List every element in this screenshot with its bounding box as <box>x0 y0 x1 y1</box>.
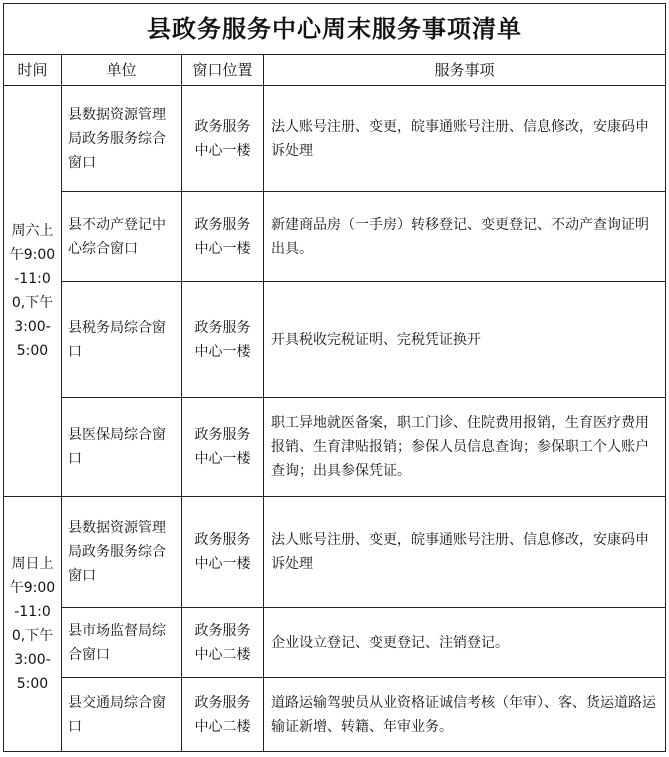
table-header-row <box>4 55 666 86</box>
table-row <box>4 398 666 497</box>
unit-cell: 县交通局综合窗口 <box>62 678 182 752</box>
sunday-time-cell: 周日上午9:00-11:00,下午3:00-5:00 <box>4 497 62 752</box>
unit-cell: 县数据资源管理局政务服务综合窗口 <box>62 497 182 608</box>
service-cell: 法人账号注册、变更，皖事通账号注册、信息修改，安康码申诉处理 <box>264 497 666 608</box>
service-list-table <box>3 3 666 752</box>
header-unit: 单位 <box>62 55 182 86</box>
service-cell: 新建商品房（一手房）转移登记、变更登记、不动产查询证明出具。 <box>264 192 666 282</box>
saturday-time-cell: 周六上午9:00-11:00,下午3:00-5:00 <box>4 86 62 497</box>
page-title: 县政务服务中心周末服务事项清单 <box>4 4 666 55</box>
table-row <box>4 282 666 398</box>
service-cell: 法人账号注册、变更，皖事通账号注册、信息修改，安康码申诉处理 <box>264 86 666 192</box>
service-cell: 企业设立登记、变更登记、注销登记。 <box>264 608 666 678</box>
location-cell: 政务服务中心二楼 <box>182 678 264 752</box>
table-row <box>4 497 666 608</box>
location-cell: 政务服务中心一楼 <box>182 497 264 608</box>
header-time: 时间 <box>4 55 62 86</box>
service-cell: 职工异地就医备案，职工门诊、住院费用报销，生育医疗费用报销、生育津贴报销；参保人员信息查询；参保职工个人账户查询；出具参保凭证。 <box>264 398 666 497</box>
table-row <box>4 86 666 192</box>
header-service: 服务事项 <box>264 55 666 86</box>
service-cell: 开具税收完税证明、完税凭证换开 <box>264 282 666 398</box>
service-cell: 道路运输驾驶员从业资格证诚信考核（年审）、客、货运道路运输证新增、转籍、年审业务。 <box>264 678 666 752</box>
unit-cell: 县不动产登记中心综合窗口 <box>62 192 182 282</box>
header-location: 窗口位置 <box>182 55 264 86</box>
location-cell: 政务服务中心一楼 <box>182 192 264 282</box>
location-cell: 政务服务中心一楼 <box>182 398 264 497</box>
table-row <box>4 192 666 282</box>
unit-cell: 县税务局综合窗口 <box>62 282 182 398</box>
table-row <box>4 678 666 752</box>
unit-cell: 县医保局综合窗口 <box>62 398 182 497</box>
location-cell: 政务服务中心二楼 <box>182 608 264 678</box>
unit-cell: 县市场监督局综合窗口 <box>62 608 182 678</box>
location-cell: 政务服务中心一楼 <box>182 86 264 192</box>
unit-cell: 县数据资源管理局政务服务综合窗口 <box>62 86 182 192</box>
location-cell: 政务服务中心一楼 <box>182 282 264 398</box>
table-row <box>4 608 666 678</box>
